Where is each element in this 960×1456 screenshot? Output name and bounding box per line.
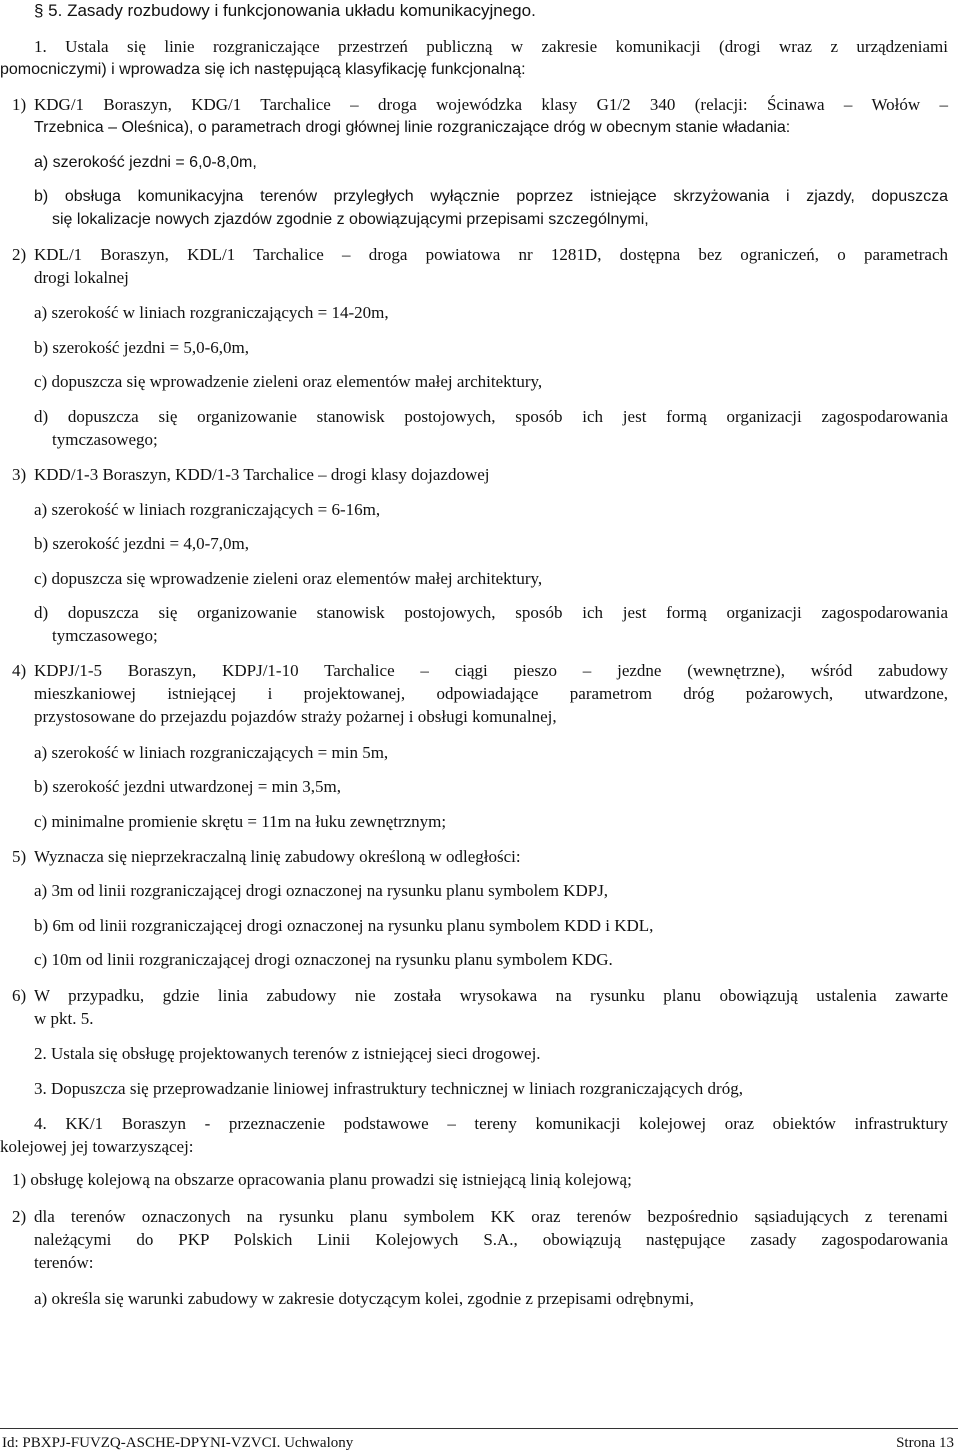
kdd-a: a) szerokość w liniach rozgraniczających = 6-16m, bbox=[34, 500, 381, 519]
kdg-line-1 bbox=[12, 93, 948, 116]
kdg-text-1: KDG/1 Boraszyn, KDG/1 Tarchalice – droga wojewódzka klasy G1/2 340 (relacji: Ścinawa – Wołów – bbox=[34, 95, 948, 114]
kdl-text-1: KDL/1 Boraszyn, KDL/1 Tarchalice – droga powiatowa nr 1281D, dostępna bez ograniczeń, o parametrach bbox=[34, 245, 948, 264]
kdd-d-line-1: d) dopuszcza się organizowanie stanowisk postojowych, sposób ich jest formą organizacji zagospodarowania bbox=[34, 603, 948, 622]
list-item-building-line bbox=[12, 845, 948, 868]
kdpj-text-3: przystosowane do przejazdu pojazdów straży pożarnej i obsługi komunalnej, bbox=[34, 707, 557, 726]
kdpj-text-2: mieszkaniowej istniejącej i projektowanej, odpowiadające parametrom dróg pożarowych, utwardzone, bbox=[34, 684, 948, 703]
kdg-text-2: Trzebnica – Oleśnica), o parametrach drogi głównej linie rozgraniczające dróg w obecnym stanie władania: bbox=[34, 119, 791, 136]
kdd-number: 3) bbox=[12, 465, 27, 484]
kdpj-a: a) szerokość w liniach rozgraniczających = min 5m, bbox=[34, 743, 389, 762]
rail-item-2-text-1: dla terenów oznaczonych na rysunku planu symbolem KK oraz terenów bezpośrednio sąsiadujących z terenami bbox=[34, 1207, 948, 1226]
list-item-kdl bbox=[12, 243, 948, 289]
building-line-number: 5) bbox=[12, 847, 27, 866]
building-line-c: c) 10m od linii rozgraniczającej drogi oznaczonej na rysunku planu symbolem KDG. bbox=[34, 950, 613, 969]
paragraph-4 bbox=[0, 1112, 948, 1158]
section-title: § 5. Zasady rozbudowy i funkcjonowania układu komunikacyjnego. bbox=[34, 1, 536, 20]
list-item-kdg bbox=[12, 93, 948, 139]
paragraph-2: 2. Ustala się obsługę projektowanych terenów z istniejącej sieci drogowej. bbox=[34, 1044, 541, 1063]
kdg-number: 1) bbox=[12, 95, 27, 114]
kdl-d bbox=[34, 405, 948, 451]
kdl-d-line-1: d) dopuszcza się organizowanie stanowisk postojowych, sposób ich jest formą organizacji zagospodarowania bbox=[34, 407, 948, 426]
building-line-a: a) 3m od linii rozgraniczającej drogi oznaczonej na rysunku planu symbolem KDPJ, bbox=[34, 881, 609, 900]
item6-text-2: w pkt. 5. bbox=[34, 1009, 94, 1028]
paragraph-1 bbox=[0, 35, 948, 81]
kdpj-b: b) szerokość jezdni utwardzonej = min 3,5m, bbox=[34, 777, 342, 796]
rail-item-2-text-2: należącymi do PKP Polskich Linii Kolejowych S.A., obowiązują następujące zasady zagospodarowania bbox=[34, 1230, 948, 1249]
paragraph-1-first-line: 1. Ustala się linie rozgraniczające przestrzeń publiczną w zakresie komunikacji (drogi wraz z urządzeniami bbox=[34, 37, 948, 56]
item6-text-1: W przypadku, gdzie linia zabudowy nie została wrysokawa na rysunku planu obowiązują ustalenia zawarte bbox=[34, 986, 948, 1005]
building-line-text-1: Wyznacza się nieprzekraczalną linię zabudowy określoną w odległości: bbox=[34, 847, 521, 866]
kdg-b-line-1: b) obsługa komunikacyjna terenów przyległych wyłącznie poprzez istniejące skrzyżowania i zjazdy, dopuszcza bbox=[34, 188, 948, 205]
kdg-b-line-2: się lokalizacje nowych zjazdów zgodnie z obowiązującymi przepisami szczególnymi, bbox=[52, 211, 649, 228]
paragraph-4-rest: kolejowej jej towarzyszącej: bbox=[0, 1137, 194, 1156]
paragraph-1-rest: pomocniczymi) i wprowadza się ich następującą klasyfikację funkcjonalną: bbox=[0, 61, 526, 78]
list-item-6 bbox=[12, 984, 948, 1030]
rail-item-2-line-1 bbox=[12, 1205, 948, 1228]
kdl-a: a) szerokość w liniach rozgraniczających = 14-20m, bbox=[34, 303, 389, 322]
kdl-number: 2) bbox=[12, 245, 27, 264]
kdd-line-1 bbox=[12, 463, 948, 486]
kdd-d-line-2: tymczasowego; bbox=[52, 626, 158, 645]
rail-item-2 bbox=[12, 1205, 948, 1274]
kdpj-text-1: KDPJ/1-5 Boraszyn, KDPJ/1-10 Tarchalice – ciągi pieszo – jezdne (wewnętrzne), wśród zabudowy bbox=[34, 661, 948, 680]
kdl-text-2: drogi lokalnej bbox=[34, 268, 129, 287]
building-line-b: b) 6m od linii rozgraniczającej drogi oznaczonej na rysunku planu symbolem KDD i KDL, bbox=[34, 916, 654, 935]
list-item-kdpj bbox=[12, 659, 948, 728]
document-id: Id: PBXPJ-FUVZQ-ASCHE-DPYNI-VZVCI. Uchwalony bbox=[2, 1435, 354, 1451]
kdpj-number: 4) bbox=[12, 661, 27, 680]
kdd-text-1: KDD/1-3 Boraszyn, KDD/1-3 Tarchalice – drogi klasy dojazdowej bbox=[34, 465, 490, 484]
building-line-line-1 bbox=[12, 845, 948, 868]
kdl-line-1 bbox=[12, 243, 948, 266]
kdg-b bbox=[34, 185, 948, 231]
footer-divider bbox=[0, 1428, 958, 1429]
rail-item-1: 1) obsługę kolejową na obszarze opracowania planu prowadzi się istniejącą linią kolejową; bbox=[12, 1170, 632, 1189]
kdg-a: a) szerokość jezdni = 6,0-8,0m, bbox=[34, 154, 257, 171]
kdd-d bbox=[34, 601, 948, 647]
kdl-b: b) szerokość jezdni = 5,0-6,0m, bbox=[34, 338, 249, 357]
paragraph-4-first-line: 4. KK/1 Boraszyn - przeznaczenie podstawowe – tereny komunikacji kolejowej oraz obiektów infrastruktury bbox=[34, 1114, 948, 1133]
kdl-d-line-2: tymczasowego; bbox=[52, 430, 158, 449]
item6-line-1 bbox=[12, 984, 948, 1007]
page-number: Strona 13 bbox=[896, 1435, 954, 1451]
paragraph-3: 3. Dopuszcza się przeprowadzanie liniowej infrastruktury technicznej w liniach rozgraniczających dróg, bbox=[34, 1079, 743, 1098]
list-item-kdd bbox=[12, 463, 948, 486]
rail-item-2-number: 2) bbox=[12, 1207, 27, 1226]
kdpj-line-1 bbox=[12, 659, 948, 682]
item6-number: 6) bbox=[12, 986, 27, 1005]
kdd-b: b) szerokość jezdni = 4,0-7,0m, bbox=[34, 534, 249, 553]
kdd-c: c) dopuszcza się wprowadzenie zieleni oraz elementów małej architektury, bbox=[34, 569, 543, 588]
rail-item-2-text-3: terenów: bbox=[34, 1253, 94, 1272]
rail-a: a) określa się warunki zabudowy w zakresie dotyczącym kolei, zgodnie z przepisami odrębnymi, bbox=[34, 1289, 694, 1308]
kdpj-c: c) minimalne promienie skrętu = 11m na łuku zewnętrznym; bbox=[34, 812, 447, 831]
kdl-c: c) dopuszcza się wprowadzenie zieleni oraz elementów małej architektury, bbox=[34, 372, 543, 391]
